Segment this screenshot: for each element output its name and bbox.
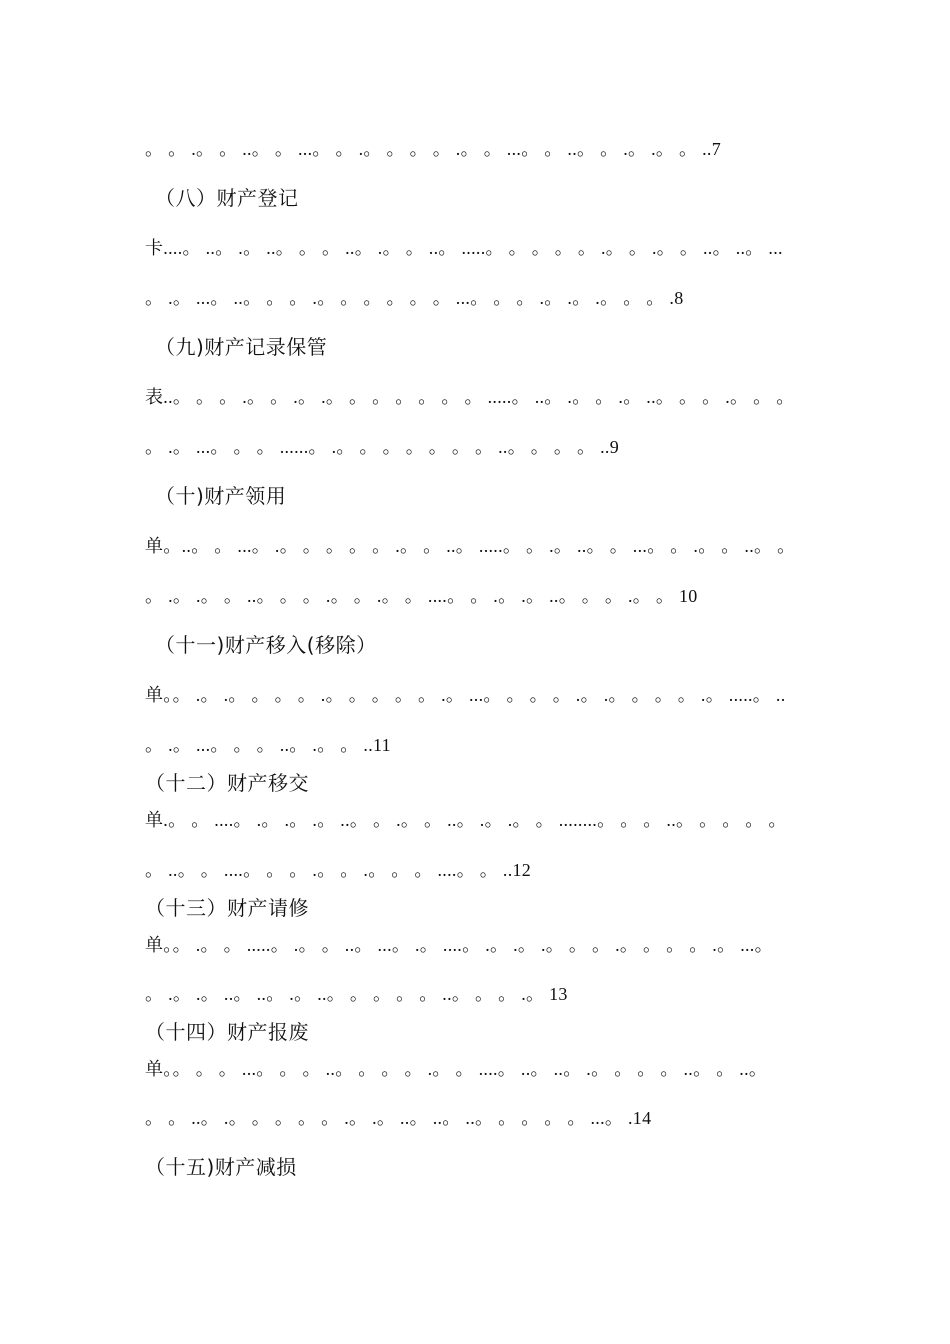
toc-leader-line: 。 ..。 。 ....。 。 。 .。 。 .。 。 。 ....。 。 ..12 [145,860,532,880]
toc-leader-line: 。 。 .。 。 ..。 。 ...。 。 .。 。 。 。 .。 。 ...。 。 ..。 。 .。 .。 。 ..7 [145,139,721,159]
toc-leader-line: 单。。 。 。 ...。 。 。 ..。 。 。 。 .。 。 ....。 ..。 ..。 .。 。 。 。 ..。 。 ..。 [145,1059,768,1079]
toc-leader-line: 卡....。 ..。 .。 ..。 。 。 ..。 .。 。 ..。 .....。 。 。 。 。 .。 。 .。 。 ..。 ..。 ... [145,238,783,258]
toc-leader-line: 单。。 .。 。 .....。 .。 。 ..。 ...。 .。 ....。 .。 .。 .。 。 。 .。 。 。 。 .。 ...。 [145,935,773,955]
toc-leader-line: 单.。 。 ....。 .。 .。 .。 ..。 。 .。 。 ..。 .。 .。 。 ........。 。 。 ..。 。 。 。 。 [145,810,787,830]
toc-entry-heading: （十一)财产移入(移除） [155,633,377,657]
toc-entry-heading: （十五)财产减损 [145,1155,297,1179]
toc-entry-heading: （十四）财产报废 [145,1020,309,1044]
toc-leader-line: 单。..。 。 ...。 .。 。 。 。 。 .。 。 ..。 .....。 。 .。 ..。 。 ...。 。 .。 。 ..。 。 [145,536,796,556]
toc-leader-line: 单。。 .。 .。 。 。 。 .。 。 。 。 。 .。 ...。 。 。 。 .。 .。 。 。 。 .。 .....。 .. [145,685,786,705]
toc-leader-line: 。 。 ..。 .。 。 。 。 。 .。 .。 ..。 ..。 ..。 。 。 。 。 ...。 .14 [145,1108,652,1128]
toc-leader-line: 。 .。 ...。 ..。 。 。 .。 。 。 。 。 。 ...。 。 。 .。 .。 .。 。 。 .8 [145,288,684,308]
toc-entry-heading: （十二）财产移交 [145,771,309,795]
toc-leader-line: 。 .。 .。 ..。 ..。 .。 ..。 。 。 。 。 ..。 。 。 .。 13 [145,984,568,1004]
toc-entry-heading: （十)财产领用 [155,484,287,508]
toc-entry-heading: （八）财产登记 [155,186,299,210]
toc-leader-line: 。 .。 ...。 。 。 ......。 .。 。 。 。 。 。 。 ..。 。 。 。 ..9 [145,437,619,457]
toc-leader-line: 。 .。 ...。 。 。 ..。 .。 。 ..11 [145,735,391,755]
toc-leader-line: 表..。 。 。 .。 。 .。 .。 。 。 。 。 。 。 .....。 ..。 .。 。 .。 ..。 。 。 .。 。 。 [145,387,795,407]
toc-leader-line: 。 .。 .。 。 ..。 。 。 .。 。 .。 。 ....。 。 .。 .。 ..。 。 。 .。 。 10 [145,586,698,606]
toc-entry-heading: （九)财产记录保管 [155,335,328,359]
toc-entry-heading: （十三）财产请修 [145,896,309,920]
